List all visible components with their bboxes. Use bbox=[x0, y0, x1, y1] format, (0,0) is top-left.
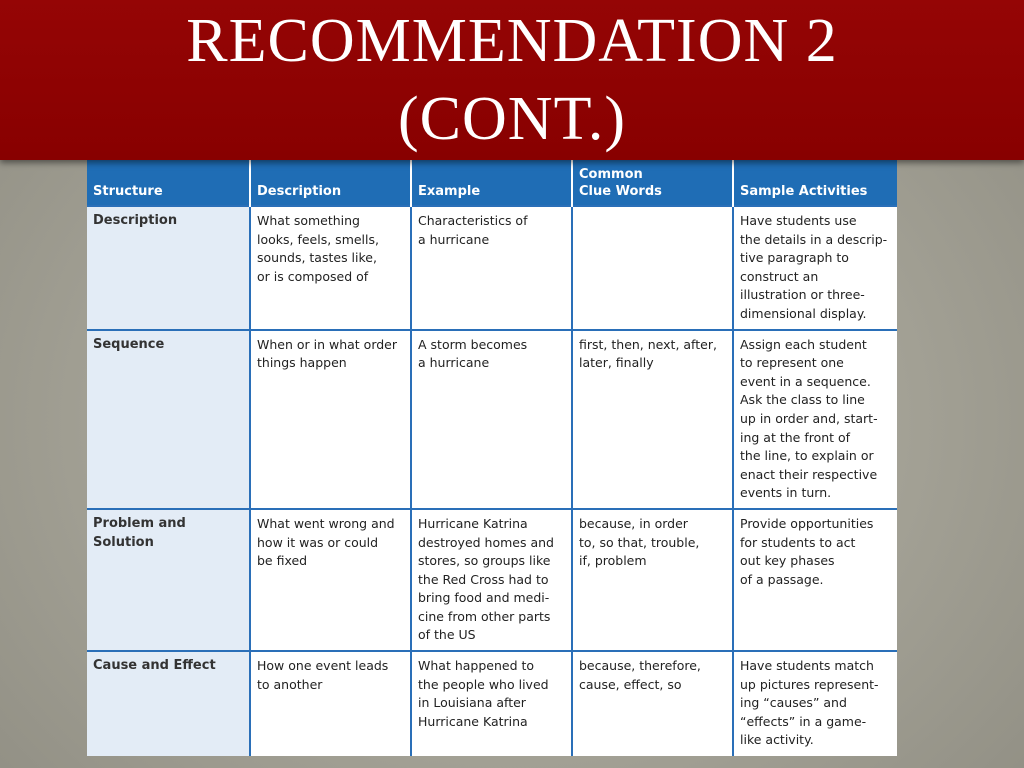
header-example: Example bbox=[411, 160, 572, 206]
table-header-row bbox=[87, 160, 897, 206]
activities-cell: Assign each student to represent one event in a sequence. Ask the class to line up in order and, start- ing at the front of the line, to explain or enact their respective events in turn. bbox=[733, 330, 897, 509]
header-description: Description bbox=[250, 160, 411, 206]
clue-words-cell: because, in order to, so that, trouble, if, problem bbox=[572, 509, 733, 651]
clue-words-cell bbox=[572, 206, 733, 330]
table bbox=[87, 160, 897, 756]
table-row bbox=[87, 330, 897, 509]
description-cell: What something looks, feels, smells, sounds, tastes like, or is composed of bbox=[250, 206, 411, 330]
slide-title-continued: (CONT.) bbox=[398, 85, 626, 153]
structure-cell: Problem and Solution bbox=[87, 509, 250, 651]
activities-cell: Provide opportunities for students to act out key phases of a passage. bbox=[733, 509, 897, 651]
example-cell: Characteristics of a hurricane bbox=[411, 206, 572, 330]
clue-words-cell: because, therefore, cause, effect, so bbox=[572, 651, 733, 756]
header-clue-words: Common Clue Words bbox=[572, 160, 733, 206]
title-banner bbox=[0, 0, 1024, 160]
activities-cell: Have students match up pictures represent- ing “causes” and “effects” in a game- like activity. bbox=[733, 651, 897, 756]
activities-cell: Have students use the details in a descrip- tive paragraph to construct an illustration or three- dimensional display. bbox=[733, 206, 897, 330]
description-cell: How one event leads to another bbox=[250, 651, 411, 756]
structure-cell: Cause and Effect bbox=[87, 651, 250, 756]
table-row bbox=[87, 651, 897, 756]
text-structure-table bbox=[87, 160, 897, 756]
header-structure: Structure bbox=[87, 160, 250, 206]
table-row bbox=[87, 509, 897, 651]
example-cell: What happened to the people who lived in Louisiana after Hurricane Katrina bbox=[411, 651, 572, 756]
example-cell: Hurricane Katrina destroyed homes and stores, so groups like the Red Cross had to bring food and medi- cine from other parts of the US bbox=[411, 509, 572, 651]
structure-cell: Description bbox=[87, 206, 250, 330]
slide-title: RECOMMENDATION 2 bbox=[186, 7, 838, 75]
example-cell: A storm becomes a hurricane bbox=[411, 330, 572, 509]
header-sample-activities: Sample Activities bbox=[733, 160, 897, 206]
description-cell: What went wrong and how it was or could be fixed bbox=[250, 509, 411, 651]
structure-cell: Sequence bbox=[87, 330, 250, 509]
table-row bbox=[87, 206, 897, 330]
description-cell: When or in what order things happen bbox=[250, 330, 411, 509]
clue-words-cell: first, then, next, after, later, finally bbox=[572, 330, 733, 509]
